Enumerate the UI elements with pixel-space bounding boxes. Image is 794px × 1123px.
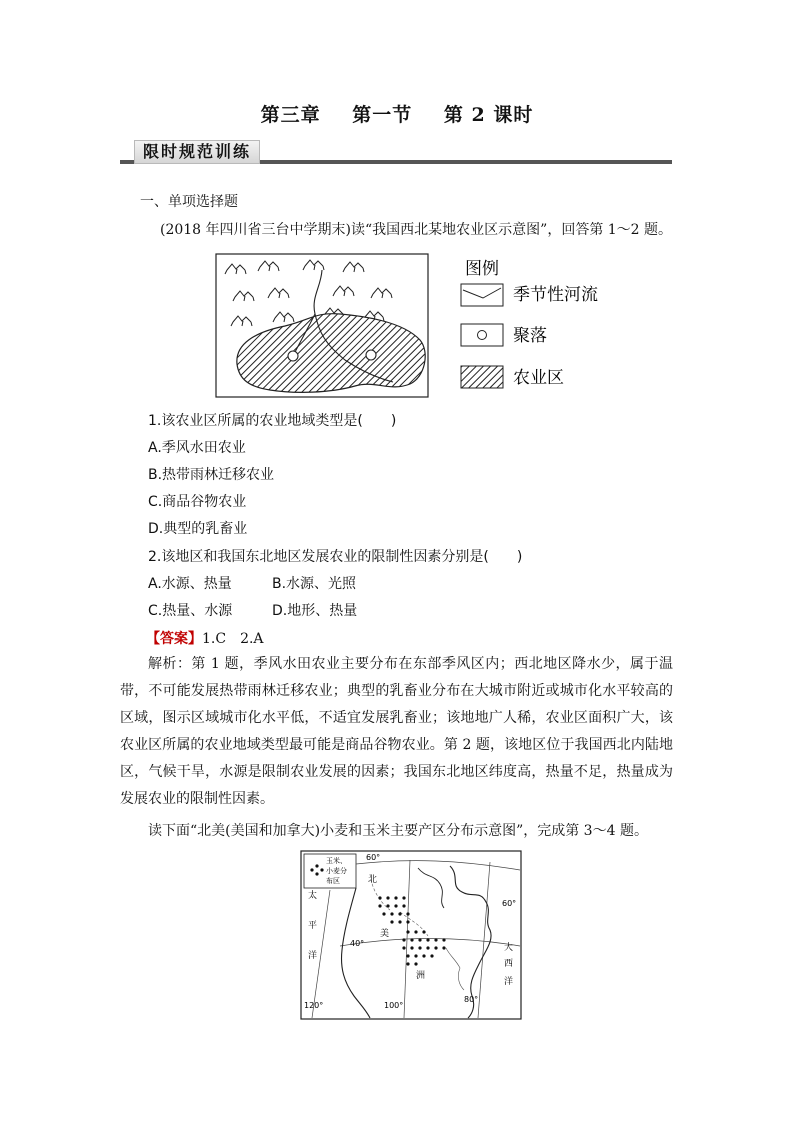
label-ping: 平 bbox=[308, 921, 318, 931]
q1-option-b: B.热带雨林迁移农业 bbox=[148, 467, 275, 483]
label-yang: 洋 bbox=[308, 951, 318, 961]
intro-text-1: (2018 年四川省三台中学期末)读“我国西北某地农业区示意图”，回答第 1～2 题。 bbox=[160, 222, 673, 238]
settlement-icon bbox=[478, 331, 487, 340]
q1-stem: 1.该农业区所属的农业地域类型是( ) bbox=[148, 413, 397, 429]
lat-40-label: 40° bbox=[350, 939, 365, 948]
legend-settlement-label: 聚落 bbox=[513, 326, 547, 346]
q2-option-c: C.热量、水源 bbox=[148, 603, 233, 619]
lat-60-label: 60° bbox=[366, 853, 381, 862]
lon-80-label: 80° bbox=[464, 995, 479, 1004]
q2-option-a: A.水源、热量 bbox=[148, 576, 232, 592]
label-bei: 北 bbox=[368, 875, 378, 885]
q2-option-d: D.地形、热量 bbox=[272, 603, 358, 619]
legend-agri-label: 农业区 bbox=[513, 368, 564, 388]
intro-text-2: 读下面“北美(美国和加拿大)小麦和玉米主要产区分布示意图”，完成第 3～4 题。 bbox=[148, 823, 648, 839]
page-title bbox=[0, 100, 794, 127]
q1-option-a: A.季风水田农业 bbox=[148, 440, 246, 456]
legend-river-swatch bbox=[461, 284, 503, 306]
section-label: 第一节 bbox=[352, 104, 413, 126]
q2-option-b: B.水源、光照 bbox=[272, 576, 357, 592]
map2-legend-line3: 布区 bbox=[326, 877, 340, 885]
lon-60-label: 60° bbox=[502, 899, 517, 908]
answer-line bbox=[146, 630, 699, 648]
legend-title: 图例 bbox=[465, 259, 499, 279]
training-banner bbox=[120, 140, 672, 164]
legend-agri-swatch bbox=[461, 366, 503, 388]
q1-option-c: C.商品谷物农业 bbox=[148, 494, 247, 510]
q2-stem: 2.该地区和我国东北地区发展农业的限制性因素分别是( ) bbox=[148, 549, 523, 565]
label-mei: 美 bbox=[380, 929, 390, 939]
label-tai: 太 bbox=[308, 891, 318, 901]
lon-100-label: 100° bbox=[384, 1001, 404, 1010]
chapter-label: 第三章 bbox=[260, 104, 321, 126]
lesson-label: 第 2 课时 bbox=[443, 104, 534, 126]
section-heading: 一、单项选择题 bbox=[140, 194, 238, 210]
answer-value: 1.C 2.A bbox=[202, 631, 264, 647]
legend-river-label: 季节性河流 bbox=[513, 285, 598, 305]
settlement-2 bbox=[366, 350, 376, 360]
answer-label: 【答案】 bbox=[146, 631, 202, 647]
lon-120-label: 120° bbox=[304, 1001, 324, 1010]
label-da: 大 bbox=[504, 943, 514, 953]
label-xi: 西 bbox=[504, 959, 514, 969]
label-yang2: 洋 bbox=[504, 977, 514, 987]
map2-legend-line2: 小麦分 bbox=[326, 867, 347, 875]
q1-option-d: D.典型的乳畜业 bbox=[148, 521, 248, 537]
agri-region-map bbox=[215, 252, 615, 400]
banner-label: 限时规范训练 bbox=[134, 140, 260, 164]
settlement-1 bbox=[288, 351, 298, 361]
north-america-map bbox=[300, 850, 522, 1020]
label-zhou: 洲 bbox=[416, 971, 426, 981]
map2-legend-line1: 玉米、 bbox=[326, 857, 347, 865]
explanation-text: 解析：第 1 题，季风水田农业主要分布在东部季风区内；西北地区降水少，属于温带，不可能发展热带雨林迁移农业；典型的乳畜业分布在大城市附近或城市化水平较高的区域，图示区域城市化水平低，不适宜发展乳畜业；该地地广人稀，农业区面积广大，该农业区所属的农业地域类型最可能是商品谷物农业。第 2 题，该地区位于我国西北内陆地区，气候干旱，水源是限制农业发展的因素；我国东北地区纬度高，热量不足，热量成为发展农业的限制性因素。 bbox=[120, 656, 673, 807]
